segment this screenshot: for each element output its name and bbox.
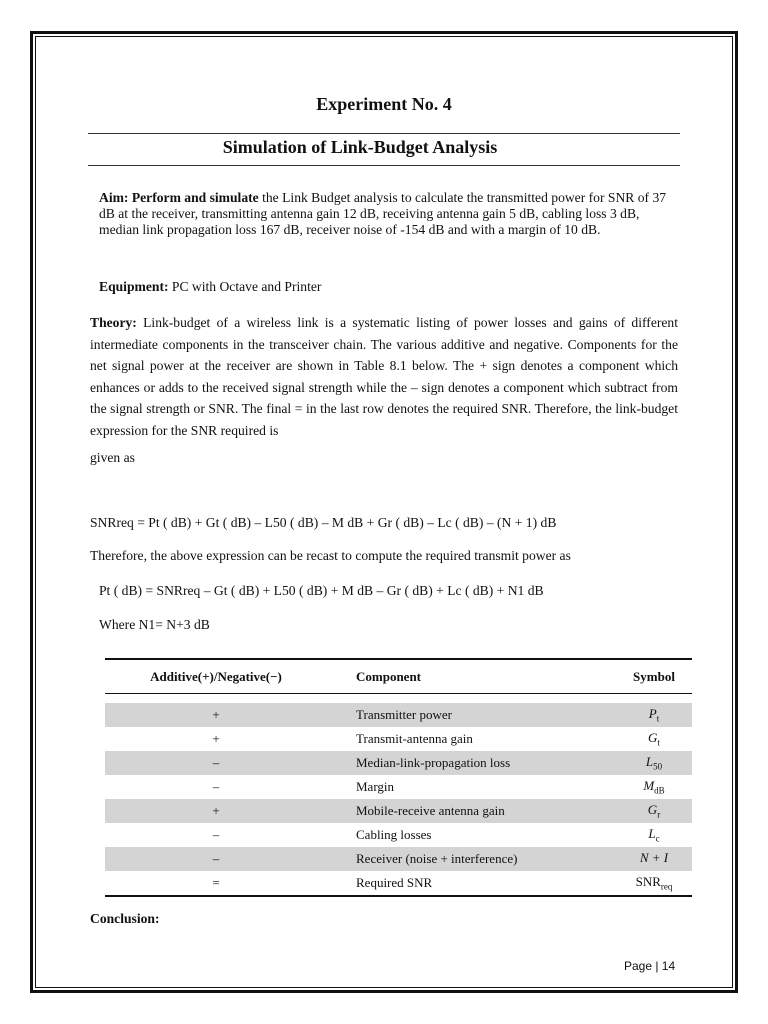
table-spacer [105,694,692,704]
row-symbol: $M_{dB}$ [643,778,665,796]
theory-text: Link-budget of a wireless link is a systematic listing of power losses and gains of different intermediate components in the transceiver chain. The various additive and negative. Components for the net signal power at the receiver are shown in Table 8.1 below. The + sign denotes a component which enhances or adds to the received signal strength while the – sign denotes a component which subtract from the signal strength or SNR. The final = in the last row denotes the required SNR. Therefore, the link-budget expression for the SNR required is [90,315,678,438]
row-sign: – [105,751,327,775]
row-symbol: $L_{50}$ [616,751,692,775]
row-sign: + [105,799,327,823]
row-symbol: $L_c$ [648,826,660,844]
row-component: Transmitter power [327,703,616,727]
table-row [105,775,692,799]
table-row [105,871,692,896]
row-sign: – [212,827,220,842]
document-title: Simulation of Link-Budget Analysis [222,137,498,157]
page-number: Page | 14 [624,959,676,973]
given-as-text: given as [90,450,135,465]
row-component: Mobile-receive antenna gain [327,799,616,823]
header-symbol: Symbol [633,668,675,684]
row-component: Cabling losses [356,827,432,842]
table-header-row [105,659,692,694]
row-sign: + [105,703,327,727]
recast-text: Therefore, the above expression can be recast to compute the required transmit power as [90,548,571,563]
table-row [105,703,692,727]
row-component: Receiver (noise + interference) [327,847,616,871]
row-component: Transmit-antenna gain [356,731,473,746]
equipment-text: PC with Octave and Printer [168,279,322,294]
row-symbol: $P_t$ [616,703,692,727]
row-sign: + [212,731,220,746]
equipment-label: Equipment: [99,279,169,294]
table-row [105,823,692,847]
theory-label: Theory: [90,315,137,330]
row-sign: – [212,779,220,794]
title-rule-top [88,133,680,134]
table-row [105,751,692,775]
row-component: Margin [356,779,395,794]
row-symbol: $SNR_{req}$ [635,874,673,892]
conclusion-label: Conclusion: [90,911,160,926]
aim-label: Aim: Perform and simulate [99,190,259,205]
where-text: Where N1= N+3 dB [99,617,210,632]
row-symbol: $G_t$ [648,730,660,748]
table-row [105,799,692,823]
row-sign: = [212,875,220,890]
table-row [105,847,692,871]
row-symbol: N + I [616,847,692,871]
header-sign: Additive(+)/Negative(−) [150,668,282,684]
row-symbol: $G_r$ [616,799,692,823]
aim-text: the Link Budget analysis to calculate the transmitted power for SNR of 37 dB at the receiver, transmitting antenna gain 12 dB, receiving antenna gain 5 dB, cabling loss 3 dB, median link propagation loss 167 dB, receiver noise of -154 dB and with a margin of 10 dB. [99,190,667,237]
transmit-power-equation: Pt ( dB) = SNRreq – Gt ( dB) + L50 ( dB) + M dB – Gr ( dB) + Lc ( dB) + N1 dB [99,583,544,598]
experiment-number: Experiment No. 4 [316,94,452,114]
row-component: Median-link-propagation loss [327,751,616,775]
link-budget-table [105,658,692,897]
title-rule-bottom [88,165,680,166]
header-component: Component [356,668,422,684]
row-sign: – [105,847,327,871]
row-component: Required SNR [356,875,433,890]
aim-paragraph [99,190,674,238]
theory-paragraph [90,312,678,442]
equipment-paragraph [99,279,674,295]
snr-equation: SNRreq = Pt ( dB) + Gt ( dB) – L50 ( dB) – M dB + Gr ( dB) – Lc ( dB) – (N + 1) dB [90,515,557,530]
table-row [105,727,692,751]
